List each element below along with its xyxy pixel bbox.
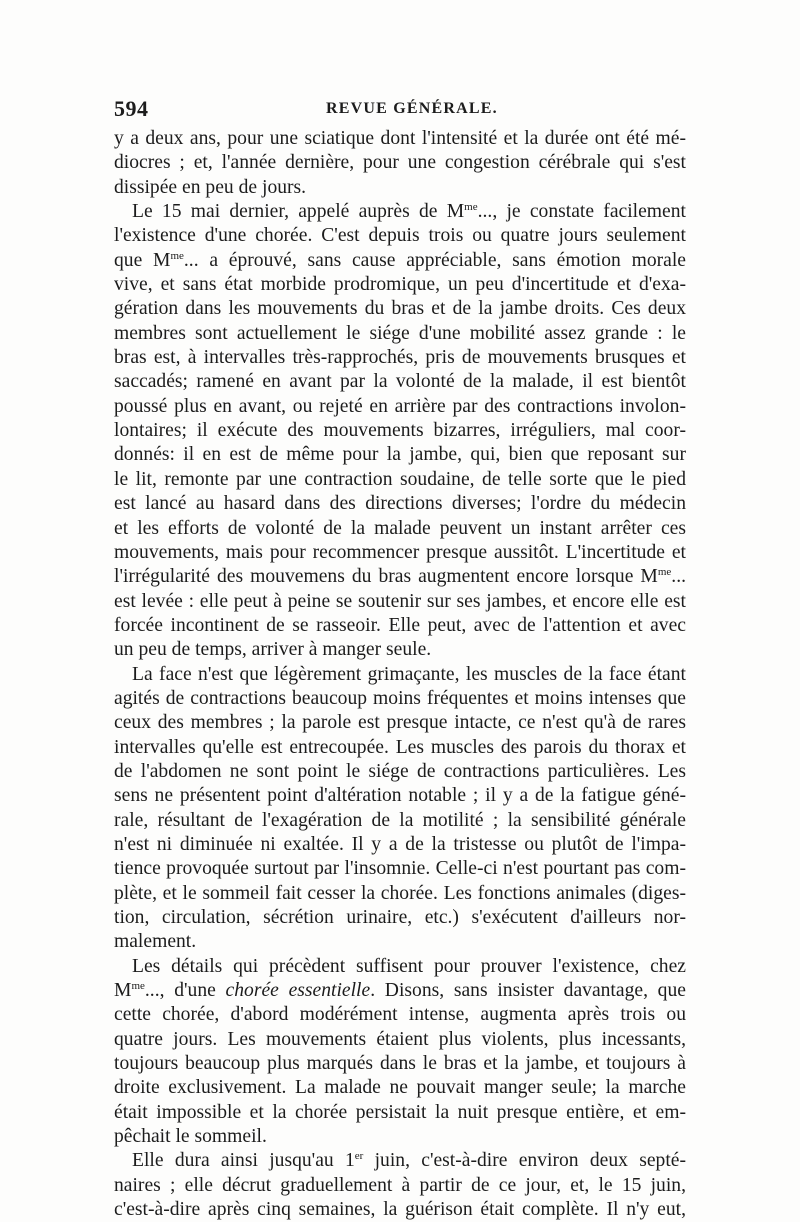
running-title: REVUE GÉNÉRALE.: [326, 100, 498, 117]
text-line: l'existence d'une chorée. C'est depuis trois ou quatre jours seulement: [114, 225, 686, 247]
text-line: La face n'est que légèrement grimaçante, les muscles de la face étant: [132, 663, 686, 685]
text-line: malement.: [114, 931, 197, 953]
text-line: c'est-à-dire après cinq semaines, la guérison était complète. Il n'y eut,: [114, 1199, 686, 1221]
text-line: $M^{me}$..., d'une chorée essentielle. Disons, sans insister davantage, que: [114, 980, 686, 1002]
text-line: pêchait le sommeil.: [114, 1126, 267, 1148]
text-line: gération dans les mouvements du bras et de la jambe droits. Ces deux: [114, 298, 686, 320]
text-line: quatre jours. Les mouvements étaient plus violents, plus incessants,: [114, 1028, 686, 1050]
text-line: agités de contractions beaucoup moins fréquentes et moins intenses que: [114, 687, 686, 709]
text-line: cette chorée, d'abord modérément intense, augmenta après trois ou: [114, 1004, 686, 1026]
text-line: toujours beaucoup plus marqués dans le bras et la jambe, et toujours à: [114, 1053, 686, 1075]
text-line: vive, et sans état morbide prodromique, un peu d'incertitude et d'exa-: [114, 274, 686, 296]
text-line: Les détails qui précèdent suffisent pour prouver l'existence, chez: [132, 955, 686, 977]
text-line: mouvements, mais pour recommencer presque aussitôt. L'incertitude et: [114, 541, 686, 563]
text-line: droite exclusivement. La malade ne pouvait manger seule; la marche: [114, 1077, 686, 1099]
text-line: et les efforts de volonté de la malade peuvent un instant arrêter ces: [114, 517, 686, 539]
text-line: Le 15 mai dernier, appelé auprès de $M^{me}$..., je constate facilement: [132, 201, 686, 223]
body-text: [114, 127, 686, 1222]
text-line: intervalles qu'elle est entrecoupée. Les muscles des parois du thorax et: [114, 736, 686, 758]
text-line: naires ; elle décrut graduellement à partir de ce jour, et, le 15 juin,: [114, 1174, 686, 1196]
page-header: [114, 96, 686, 126]
text-line: plète, et le sommeil fait cesser la chorée. Les fonctions animales (diges-: [114, 882, 686, 904]
text-line: est levée : elle peut à peine se soutenir sur ses jambes, et encore elle est: [114, 590, 686, 612]
text-line: membres sont actuellement le siége d'une mobilité assez grande : le: [114, 322, 686, 344]
text-line: donnés: il en est de même pour la jambe, qui, bien que reposant sur: [114, 444, 686, 466]
text-line: Elle dura ainsi jusqu'au 1er juin, c'est-à-dire environ deux septé-: [132, 1150, 687, 1172]
text-line: rale, résultant de l'exagération de la motilité ; la sensibilité générale: [114, 809, 686, 831]
text-line: tion, circulation, sécrétion urinaire, etc.) s'exécutent d'ailleurs nor-: [114, 907, 686, 928]
text-line: poussé plus en avant, ou rejeté en arrière par des contractions involon-: [114, 395, 686, 417]
text-line: bras est, à intervalles très-rapprochés, pris de mouvements brusques et: [114, 347, 686, 369]
text-line: sens ne présentent point d'altération notable ; il y a de la fatigue géné-: [114, 785, 686, 807]
text-line: tience provoquée surtout par l'insomnie. Celle-ci n'est pourtant pas com-: [114, 858, 686, 880]
text-line: dissipée en peu de jours.: [114, 176, 307, 198]
text-line: est lancé au hasard dans des directions diverses; l'ordre du médecin: [114, 493, 686, 515]
text-line: de l'abdomen ne sont point le siége de contractions particulières. Les: [114, 760, 686, 782]
text-line: lontaires; il exécute des mouvements bizarres, irréguliers, mal coor-: [114, 420, 686, 442]
text-line: saccadés; ramené en avant par la volonté de la malade, il est bientôt: [114, 371, 686, 393]
text-line: diocres ; et, l'année dernière, pour une congestion cérébrale qui s'est: [114, 152, 686, 174]
text-line: y a deux ans, pour une sciatique dont l'intensité et la durée ont été mé-: [114, 128, 686, 149]
text-line: le lit, remonte par une contraction soudaine, de telle sorte que le pied: [114, 468, 686, 490]
text-line: ceux des membres ; la parole est presque intacte, ce n'est qu'à de rares: [114, 712, 686, 734]
text-line: que $M^{me}$... a éprouvé, sans cause appréciable, sans émotion morale: [114, 249, 686, 271]
text-line: l'irrégularité des mouvemens du bras augmentent encore lorsque $M^{me}$...: [114, 566, 686, 588]
text-line: était impossible et la chorée persistait la nuit presque entière, et em-: [114, 1101, 686, 1123]
text-line: forcée incontinent de se rasseoir. Elle peut, avec de l'attention et avec: [114, 614, 686, 636]
text-line: un peu de temps, arriver à manger seule.: [114, 639, 432, 661]
page-number: 594: [114, 96, 149, 121]
text-line: n'est ni diminuée ni exaltée. Il y a de la tristesse ou plutôt de l'impa-: [114, 833, 686, 855]
